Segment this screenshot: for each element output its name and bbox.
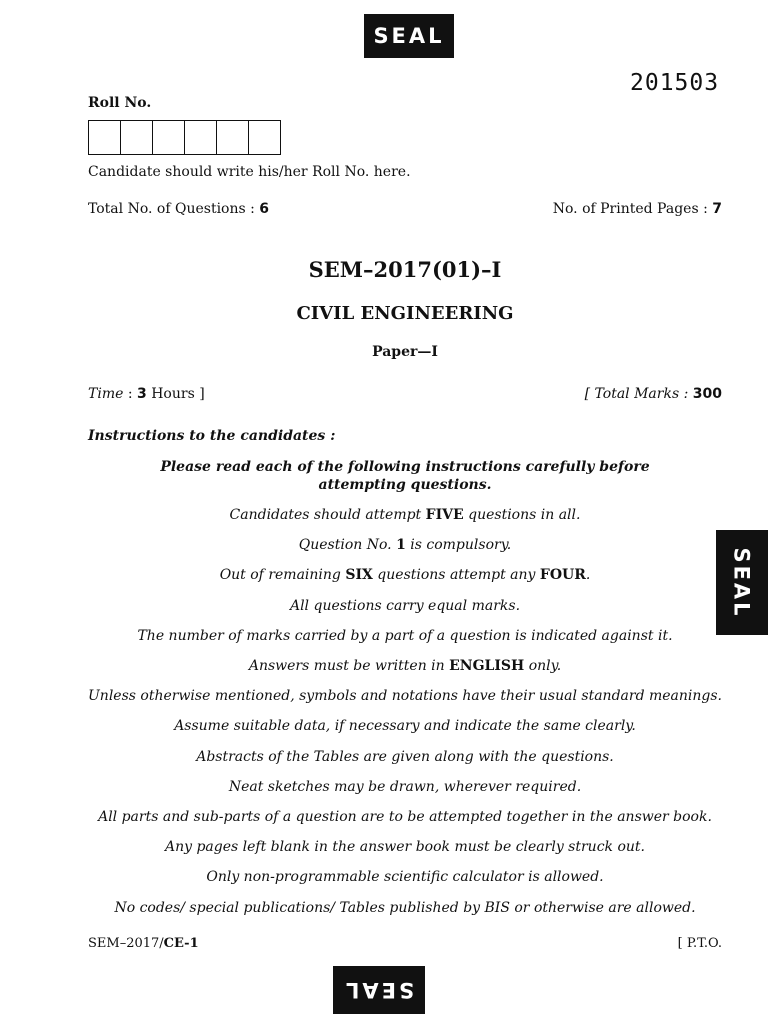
instruction-line (0, 628, 768, 644)
instruction-line (0, 567, 768, 583)
instruction-line (0, 537, 768, 553)
instruction-pre: Only non-programmable scientific calculator is allowed. (206, 869, 604, 886)
question-paper-code: 201503 (630, 70, 720, 96)
total-questions (88, 201, 269, 217)
roll-number-box[interactable] (89, 121, 121, 154)
please-turn-over: [ P.T.O. (677, 936, 722, 951)
total-questions-value: 6 (259, 201, 270, 217)
printed-pages-value: 7 (712, 201, 722, 217)
roll-number-label: Roll No. (88, 95, 152, 111)
footer-code-prefix: SEM–2017/ (88, 936, 164, 951)
roll-number-box[interactable] (249, 121, 280, 154)
instruction-line (0, 507, 768, 523)
instruction-bold: FIVE (425, 507, 464, 523)
instruction-pre: Assume suitable data, if necessary and indicate the same clearly. (174, 718, 636, 735)
total-marks (585, 386, 722, 402)
instruction-bold: ENGLISH (449, 658, 525, 674)
instruction-line (0, 658, 768, 674)
instruction-pre: Neat sketches may be drawn, wherever required. (228, 778, 582, 795)
instruction-line (0, 779, 768, 795)
paper-number: Paper—I (372, 344, 438, 360)
instruction-bold: SIX (345, 567, 373, 584)
paper-code-title: SEM–2017(01)–I (308, 257, 502, 282)
instruction-line (0, 809, 768, 825)
instruction-pre: Any pages left blank in the answer book must be clearly struck out. (164, 839, 645, 856)
instruction-pre: No codes/ special publications/ Tables published by BIS or otherwise are allowed. (114, 899, 696, 916)
seal-stamp-bottom: SEAL (333, 966, 425, 1014)
instruction-line (0, 718, 768, 734)
footer-code-bold: CE-1 (163, 936, 199, 951)
instruction-post: questions in all. (463, 507, 581, 523)
time-label: Time (88, 386, 124, 402)
roll-number-box[interactable] (217, 121, 249, 154)
instruction-line (0, 598, 768, 614)
roll-number-boxes[interactable] (88, 120, 281, 155)
instruction-post: only. (524, 658, 562, 674)
instruction-pre: The number of marks carried by a part of a question is indicated against it. (137, 627, 673, 644)
time-value: 3 (137, 386, 147, 402)
roll-number-box[interactable] (185, 121, 217, 154)
instruction-bold2: FOUR (539, 567, 586, 584)
seal-stamp-right: SEAL (716, 530, 768, 635)
instructions-heading: Instructions to the candidates : (88, 428, 336, 444)
instruction-post: questions attempt any (372, 567, 540, 584)
instruction-pre: Candidates should attempt (229, 507, 426, 523)
instruction-pre: Unless otherwise mentioned, symbols and notations have their usual standard meanings. (88, 688, 722, 705)
total-questions-label: Total No. of Questions : (88, 201, 255, 217)
instruction-pre: Out of remaining (219, 567, 346, 584)
instruction-pre: Answers must be written in (248, 658, 450, 674)
footer-paper-code (88, 936, 199, 951)
instruction-pre: All questions carry equal marks. (289, 597, 521, 614)
instruction-line (0, 839, 768, 855)
instruction-pre: Question No. (298, 537, 397, 554)
read-instructions-note: Please read each of the following instructions carefully before attempting questions. (160, 459, 650, 493)
total-marks-value: 300 (692, 386, 722, 402)
roll-number-instruction: Candidate should write his/her Roll No. here. (88, 164, 411, 180)
instruction-pre: Abstracts of the Tables are given along with the questions. (196, 748, 614, 765)
time-unit: Hours ] (151, 386, 205, 402)
total-marks-label: [ Total Marks : (584, 386, 689, 402)
roll-number-box[interactable] (153, 121, 185, 154)
instruction-line (0, 688, 768, 704)
exam-time: Time : 3 Hours ] (88, 386, 205, 402)
instruction-line (0, 749, 768, 765)
printed-pages-label: No. of Printed Pages : (552, 201, 708, 217)
seal-stamp-top: SEAL (364, 14, 454, 58)
subject-title: CIVIL ENGINEERING (296, 303, 514, 324)
instruction-line (0, 900, 768, 916)
printed-pages (553, 201, 722, 217)
instruction-pre: All parts and sub-parts of a question are to be attempted together in the answer book. (98, 809, 712, 825)
instruction-post2: . (585, 567, 591, 584)
roll-number-box[interactable] (121, 121, 153, 154)
instruction-bold: 1 (396, 537, 406, 554)
instruction-line (0, 869, 768, 885)
instruction-post: is compulsory. (405, 537, 512, 554)
